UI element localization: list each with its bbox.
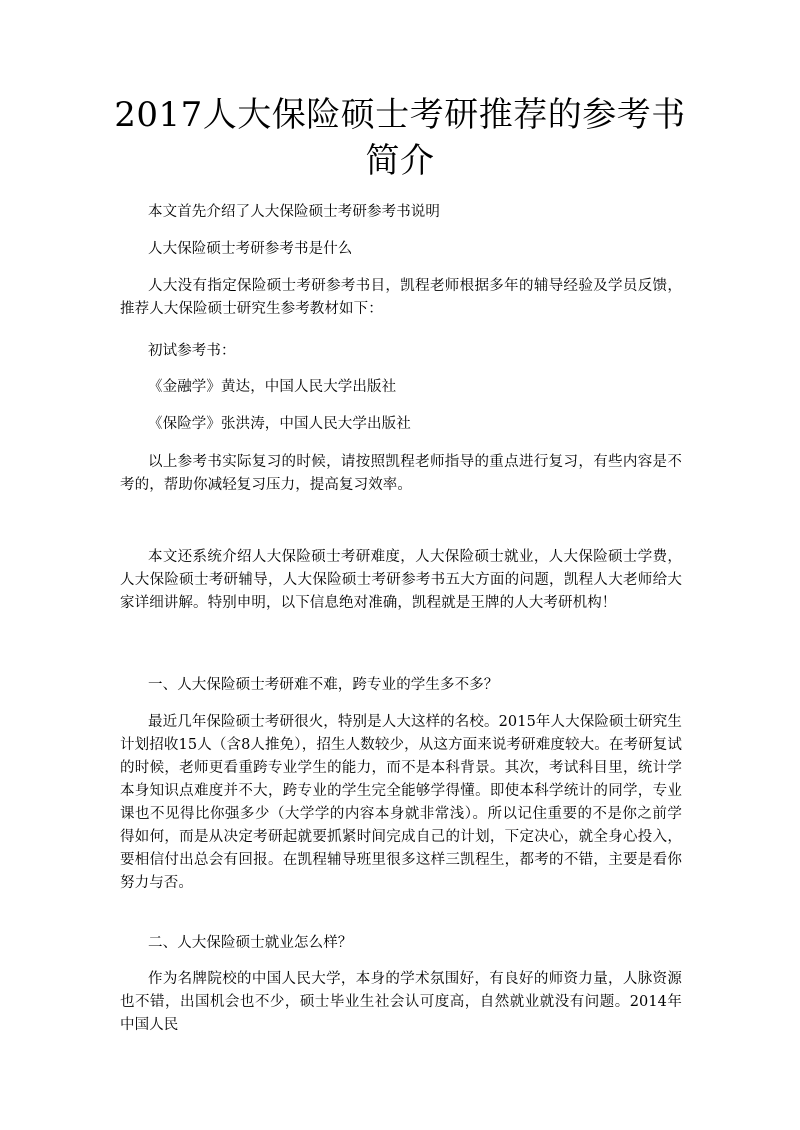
paragraph-topics-summary: 本文还系统介绍人大保险硕士考研难度，人大保险硕士就业，人大保险硕士学费，人大保险硕士考研辅导，人大保险硕士考研参考书五大方面的问题，凯程人大老师给大家详细讲解。特别申明，以下信息绝对准确，凯程就是王牌的人大考研机构！ (120, 549, 682, 611)
paragraph-reference-description: 人大没有指定保险硕士考研参考书目，凯程老师根据多年的辅导经验及学员反馈，推荐人大保险硕士研究生参考教材如下： (120, 278, 682, 317)
paragraph-reference-question: 人大保险硕士考研参考书是什么 (148, 241, 353, 257)
paragraph-book-insurance: 《保险学》张洪涛，中国人民大学出版社 (148, 416, 411, 432)
section-heading-difficulty: 一、人大保险硕士考研难不难，跨专业的学生多不多？ (148, 677, 499, 693)
paragraph-first-exam-books-heading: 初试参考书： (148, 343, 236, 359)
section-heading-employment: 二、人大保险硕士就业怎么样？ (148, 935, 353, 951)
paragraph-book-finance: 《金融学》黄达，中国人民大学出版社 (148, 379, 397, 395)
paragraph-intro: 本文首先介绍了人大保险硕士考研参考书说明 (148, 204, 440, 220)
document-title: 2017人大保险硕士考研推荐的参考书简介 (114, 95, 686, 181)
paragraph-review-advice: 以上参考书实际复习的时候，请按照凯程老师指导的重点进行复习，有些内容是不考的，帮助你减轻复习压力，提高复习效率。 (120, 454, 682, 493)
paragraph-difficulty-body: 最近几年保险硕士考研很火，特别是人大这样的名校。2015年人大保险硕士研究生计划招收15人（含8人推免），招生人数较少，从这方面来说考研难度较大。在考研复试的时候，老师更看重跨专业学生的能力，而不是本科背景。其次，考试科目里，统计学本身知识点难度并不大，跨专业的学生完全能够学得懂。即使本科学统计的同学，专业课也不见得比你强多少（大学学的内容本身就非常浅）。所以记住重要的不是你之前学得如何，而是从决定考研起就要抓紧时间完成自己的计划，下定决心，就全身心投入，要相信付出总会有回报。在凯程辅导班里很多这样三凯程生，都考的不错，主要是看你努力与否。 (120, 714, 682, 891)
paragraph-employment-body: 作为名牌院校的中国人民大学，本身的学术氛围好，有良好的师资力量，人脉资源也不错，出国机会也不少，硕士毕业生社会认可度高，自然就业就没有问题。2014年中国人民 (120, 971, 682, 1033)
